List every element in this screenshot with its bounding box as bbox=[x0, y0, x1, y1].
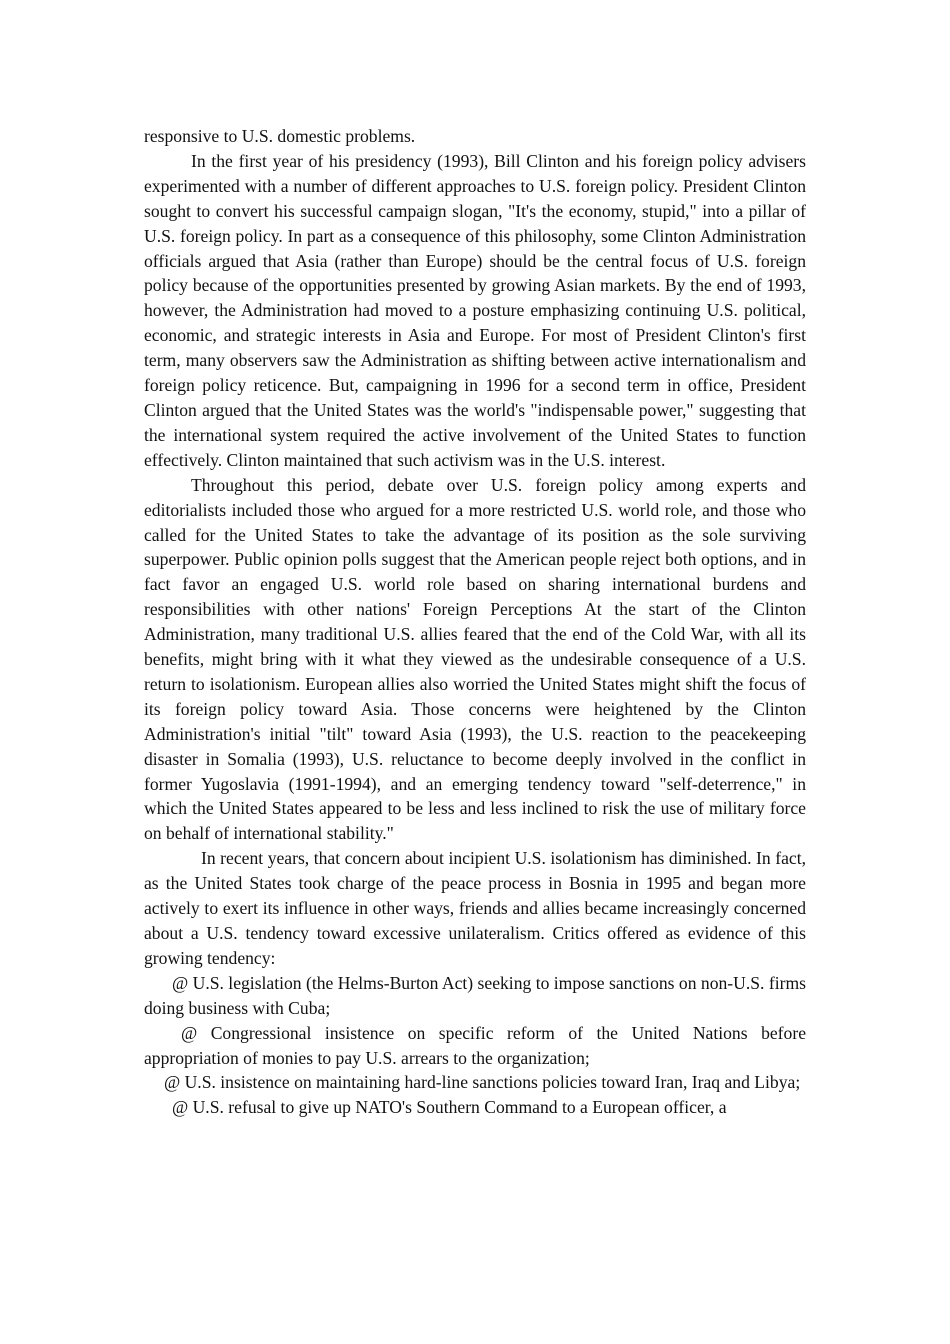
paragraph-foreign-policy-debate: Throughout this period, debate over U.S. foreign policy among experts and editorialists included those who argued for a more restricted U.S. world role, and those who called for the United States to take the advantage of its position as the sole surviving superpower. Public opinion polls suggest that the American people reject both options, and in fact favor an engaged U.S. world role based on sharing international burdens and responsibilities with other nations' Foreign Perceptions At the start of the Clinton Administration, many traditional U.S. allies feared that the end of the Cold War, with all its benefits, might bring with it what they viewed as the undesirable consequence of a U.S. return to isolationism. European allies also worried the United States might shift the focus of its foreign policy toward Asia. Those concerns were heightened by the Clinton Administration's initial "tilt" toward Asia (1993), the U.S. reaction to the peacekeeping disaster in Somalia (1993), U.S. reluctance to become deeply involved in the conflict in former Yugoslavia (1991-1994), and an emerging tendency toward "self-deterrence," in which the United States appeared to be less and less inclined to risk the use of military force on behalf of international stability." bbox=[144, 474, 806, 844]
bullet-sanctions: @ U.S. insistence on maintaining hard-line sanctions policies toward Iran, Iraq and Libya; bbox=[164, 1072, 801, 1093]
paragraph-continuation: responsive to U.S. domestic problems. bbox=[144, 126, 416, 146]
bullet-helms-burton: @ U.S. legislation (the Helms-Burton Act) seeking to impose sanctions on non-U.S. firms doing business with Cuba; bbox=[144, 972, 806, 1018]
document-page bbox=[144, 124, 806, 1120]
bullet-un-reform: @ Congressional insistence on specific reform of the United Nations before appropriation of monies to pay U.S. arrears to the organization; bbox=[144, 1022, 806, 1068]
paragraph-unilateralism-concern: In recent years, that concern about incipient U.S. isolationism has diminished. In fact, as the United States took charge of the peace process in Bosnia in 1995 and began more actively to exert its influence in other ways, friends and allies became increasingly concerned about a U.S. tendency toward excessive unilateralism. Critics offered as evidence of this growing tendency: bbox=[144, 848, 806, 968]
bullet-nato-command: @ U.S. refusal to give up NATO's Southern Command to a European officer, a bbox=[172, 1097, 727, 1118]
paragraph-clinton-first-year: In the first year of his presidency (1993), Bill Clinton and his foreign policy advisers experimented with a number of different approaches to U.S. foreign policy. President Clinton sought to convert his successful campaign slogan, "It's the economy, stupid," into a pillar of U.S. foreign policy. In part as a consequence of this philosophy, some Clinton Administration officials argued that Asia (rather than Europe) should be the central focus of U.S. foreign policy because of the opportunities presented by growing Asian markets. By the end of 1993, however, the Administration had moved to a posture emphasizing continuing U.S. political, economic, and strategic interests in Asia and Europe. For most of President Clinton's first term, many observers saw the Administration as shifting between active internationalism and foreign policy reticence. But, campaigning in 1996 for a second term in office, President Clinton argued that the United States was the world's "indispensable power," suggesting that the international system required the active involvement of the United States to function effectively. Clinton maintained that such activism was in the U.S. interest. bbox=[144, 150, 806, 470]
